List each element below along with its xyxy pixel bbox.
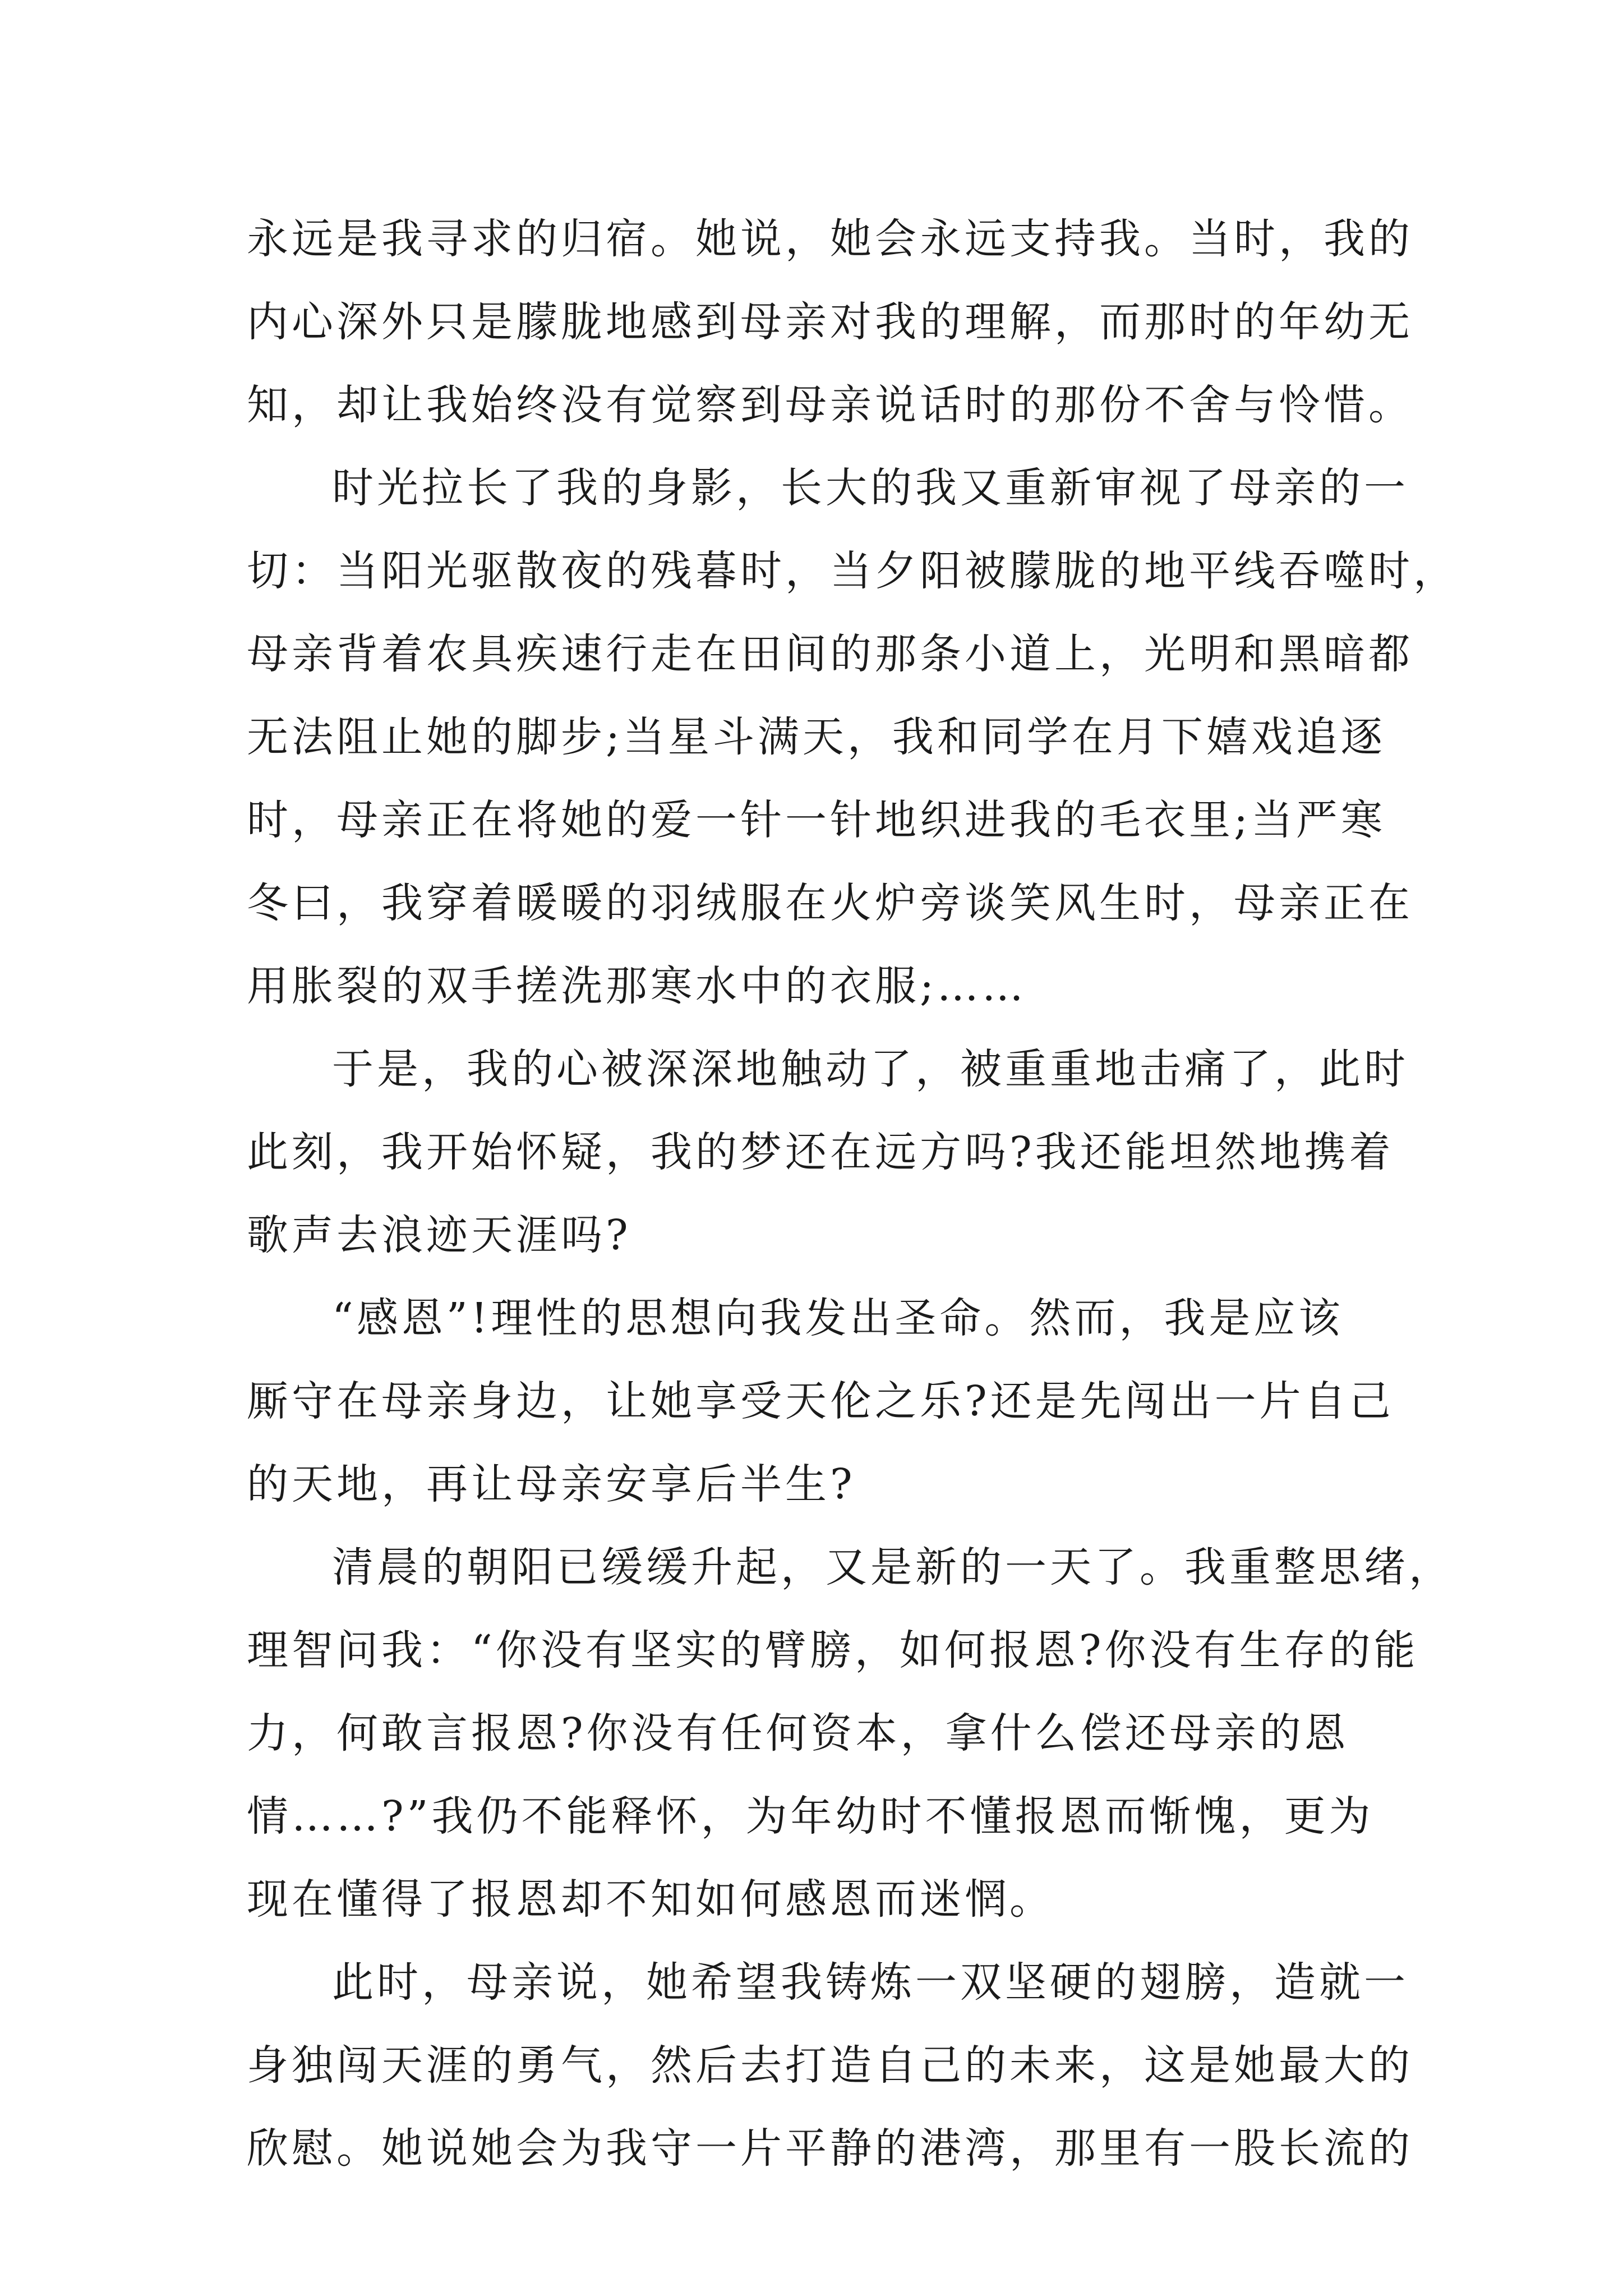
text-line: 切：当阳光驱散夜的残暮时，当夕阳被朦胧的地平线吞噬时，	[247, 547, 1458, 595]
text-line: 冬曰，我穿着暖暖的羽绒服在火炉旁谈笑风生时，母亲正在	[247, 879, 1413, 927]
text-line: 知，却让我始终没有觉察到母亲说话时的那份不舍与怜惜。	[247, 381, 1413, 429]
text-line: 无法阻止她的脚步;当星斗满天，我和同学在月下嬉戏追逐	[247, 713, 1386, 761]
text-line: 理智问我：“你没有坚实的臂膀，如何报恩?你没有生存的能	[247, 1626, 1419, 1674]
text-line: 时，母亲正在将她的爱一针一针地织进我的毛衣里;当严寒	[247, 796, 1386, 844]
text-line: 内心深外只是朦胧地感到母亲对我的理解，而那时的年幼无	[247, 298, 1413, 346]
text-line: 厮守在母亲身边，让她享受天伦之乐?还是先闯出一片自己	[247, 1377, 1394, 1425]
text-line: 永远是我寻求的归宿。她说，她会永远支持我。当时，我的	[247, 215, 1413, 263]
text-line: 身独闯天涯的勇气，然后去打造自己的未来，这是她最大的	[247, 2041, 1413, 2090]
essay-text	[247, 197, 1458, 2190]
text-line: 用胀裂的双手搓洗那寒水中的衣服;……	[247, 962, 1027, 1010]
text-line: 现在懂得了报恩却不知如何感恩而迷惘。	[247, 1875, 1054, 1924]
text-line: 力，何敢言报恩?你没有任何资本，拿什么偿还母亲的恩	[247, 1709, 1349, 1757]
text-line: 的天地，再让母亲安享后半生?	[247, 1460, 856, 1508]
text-line: 欣慰。她说她会为我守一片平静的港湾，那里有一股长流的	[247, 2124, 1413, 2173]
text-line: “感恩”!理性的思想向我发出圣命。然而，我是应该	[332, 1294, 1344, 1342]
text-line: 清晨的朝阳已缓缓升起，又是新的一天了。我重整思绪，	[332, 1543, 1454, 1591]
text-line: 时光拉长了我的身影，长大的我又重新审视了母亲的一	[332, 464, 1409, 512]
text-line: 母亲背着农具疾速行走在田间的那条小道上，光明和黑暗都	[247, 630, 1413, 678]
text-line: 此刻，我开始怀疑，我的梦还在远方吗?我还能坦然地携着	[247, 1128, 1394, 1176]
text-line: 歌声去浪迹天涯吗?	[247, 1211, 631, 1259]
text-line: 情……?”我仍不能释怀，为年幼时不懂报恩而惭愧，更为	[247, 1792, 1374, 1841]
text-line: 此时，母亲说，她希望我铸炼一双坚硬的翅膀，造就一	[332, 1958, 1409, 2007]
text-line: 于是，我的心被深深地触动了，被重重地击痛了，此时	[332, 1045, 1409, 1093]
